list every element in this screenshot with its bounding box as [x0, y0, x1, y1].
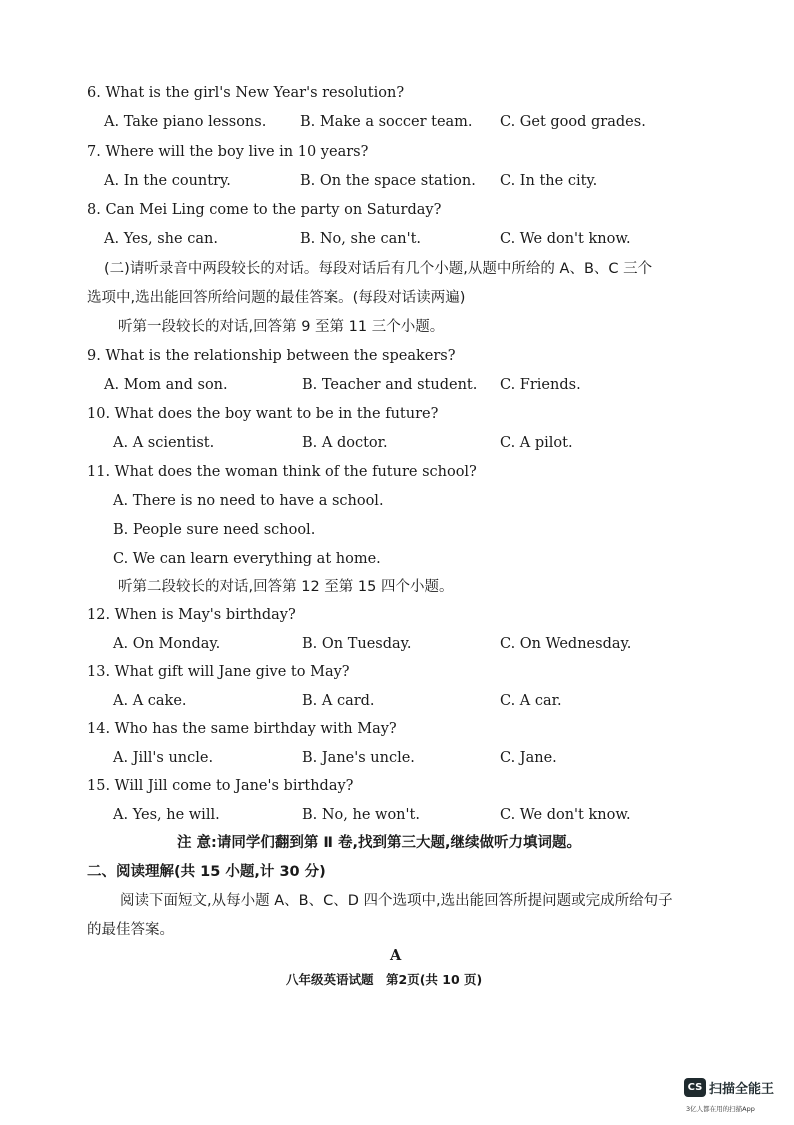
- q12-option-a: A. On Monday.: [113, 636, 221, 652]
- reading-heading: 二、阅读理解(共 15 小题,计 30 分): [87, 864, 326, 880]
- question-13: 13. What gift will Jane give to May?: [87, 664, 350, 680]
- q10-option-b: B. A doctor.: [302, 435, 388, 451]
- q14-option-b: B. Jane's uncle.: [302, 750, 415, 766]
- page-footer: 八年级英语试题 第2页(共 10 页): [286, 972, 483, 987]
- dialog2-intro: 听第二段较长的对话,回答第 12 至第 15 四个小题。: [118, 579, 454, 595]
- q7-option-b: B. On the space station.: [300, 173, 476, 189]
- q6-option-a: A. Take piano lessons.: [104, 114, 267, 130]
- notice-text: 注 意:请同学们翻到第 Ⅱ 卷,找到第三大题,继续做听力填词题。: [177, 835, 582, 851]
- q13-option-b: B. A card.: [302, 693, 375, 709]
- q15-option-c: C. We don't know.: [500, 807, 631, 823]
- q9-option-b: B. Teacher and student.: [302, 377, 478, 393]
- q10-option-a: A. A scientist.: [113, 435, 215, 451]
- q6-option-b: B. Make a soccer team.: [300, 114, 473, 130]
- reading-instruction-line1: 阅读下面短文,从每小题 A、B、C、D 四个选项中,选出能回答所提问题或完成所给句子: [120, 893, 673, 909]
- q8-option-a: A. Yes, she can.: [104, 231, 218, 247]
- q8-option-c: C. We don't know.: [500, 231, 631, 247]
- passage-label: A: [390, 947, 402, 964]
- question-8: 8. Can Mei Ling come to the party on Saturday?: [87, 202, 442, 218]
- q9-option-a: A. Mom and son.: [104, 377, 228, 393]
- dialog1-intro: 听第一段较长的对话,回答第 9 至第 11 三个小题。: [118, 319, 445, 335]
- q8-option-b: B. No, she can't.: [300, 231, 422, 247]
- reading-instruction-line2: 的最佳答案。: [87, 922, 174, 938]
- q10-option-c: C. A pilot.: [500, 435, 573, 451]
- q14-option-c: C. Jane.: [500, 750, 557, 766]
- q13-option-c: C. A car.: [500, 693, 562, 709]
- q6-option-c: C. Get good grades.: [500, 114, 646, 130]
- q12-option-b: B. On Tuesday.: [302, 636, 412, 652]
- question-14: 14. Who has the same birthday with May?: [87, 721, 397, 737]
- q13-option-a: A. A cake.: [113, 693, 187, 709]
- section2-instruction-line1: (二)请听录音中两段较长的对话。每段对话后有几个小题,从题中所给的 A、B、C 三个: [104, 261, 653, 277]
- section2-instruction-line2: 选项中,选出能回答所给问题的最佳答案。(每段对话读两遍): [87, 290, 466, 306]
- q7-option-c: C. In the city.: [500, 173, 598, 189]
- scanner-watermark: [684, 1076, 794, 1121]
- question-12: 12. When is May's birthday?: [87, 607, 296, 623]
- watermark-subtitle: 3亿人都在用的扫描App: [686, 1105, 755, 1113]
- q11-option-b: B. People sure need school.: [113, 522, 316, 538]
- question-9: 9. What is the relationship between the speakers?: [87, 348, 456, 364]
- q11-option-a: A. There is no need to have a school.: [113, 493, 384, 509]
- q7-option-a: A. In the country.: [104, 173, 231, 189]
- q15-option-b: B. No, he won't.: [302, 807, 420, 823]
- camscanner-logo-icon: CS: [684, 1078, 706, 1097]
- watermark-name: 扫描全能王: [709, 1082, 775, 1097]
- question-10: 10. What does the boy want to be in the future?: [87, 406, 439, 422]
- q14-option-a: A. Jill's uncle.: [113, 750, 214, 766]
- question-15: 15. Will Jill come to Jane's birthday?: [87, 778, 354, 794]
- question-6: 6. What is the girl's New Year's resolution?: [87, 85, 405, 101]
- question-7: 7. Where will the boy live in 10 years?: [87, 144, 369, 160]
- q9-option-c: C. Friends.: [500, 377, 581, 393]
- q15-option-a: A. Yes, he will.: [113, 807, 220, 823]
- q12-option-c: C. On Wednesday.: [500, 636, 632, 652]
- question-11: 11. What does the woman think of the future school?: [87, 464, 477, 480]
- q11-option-c: C. We can learn everything at home.: [113, 551, 381, 567]
